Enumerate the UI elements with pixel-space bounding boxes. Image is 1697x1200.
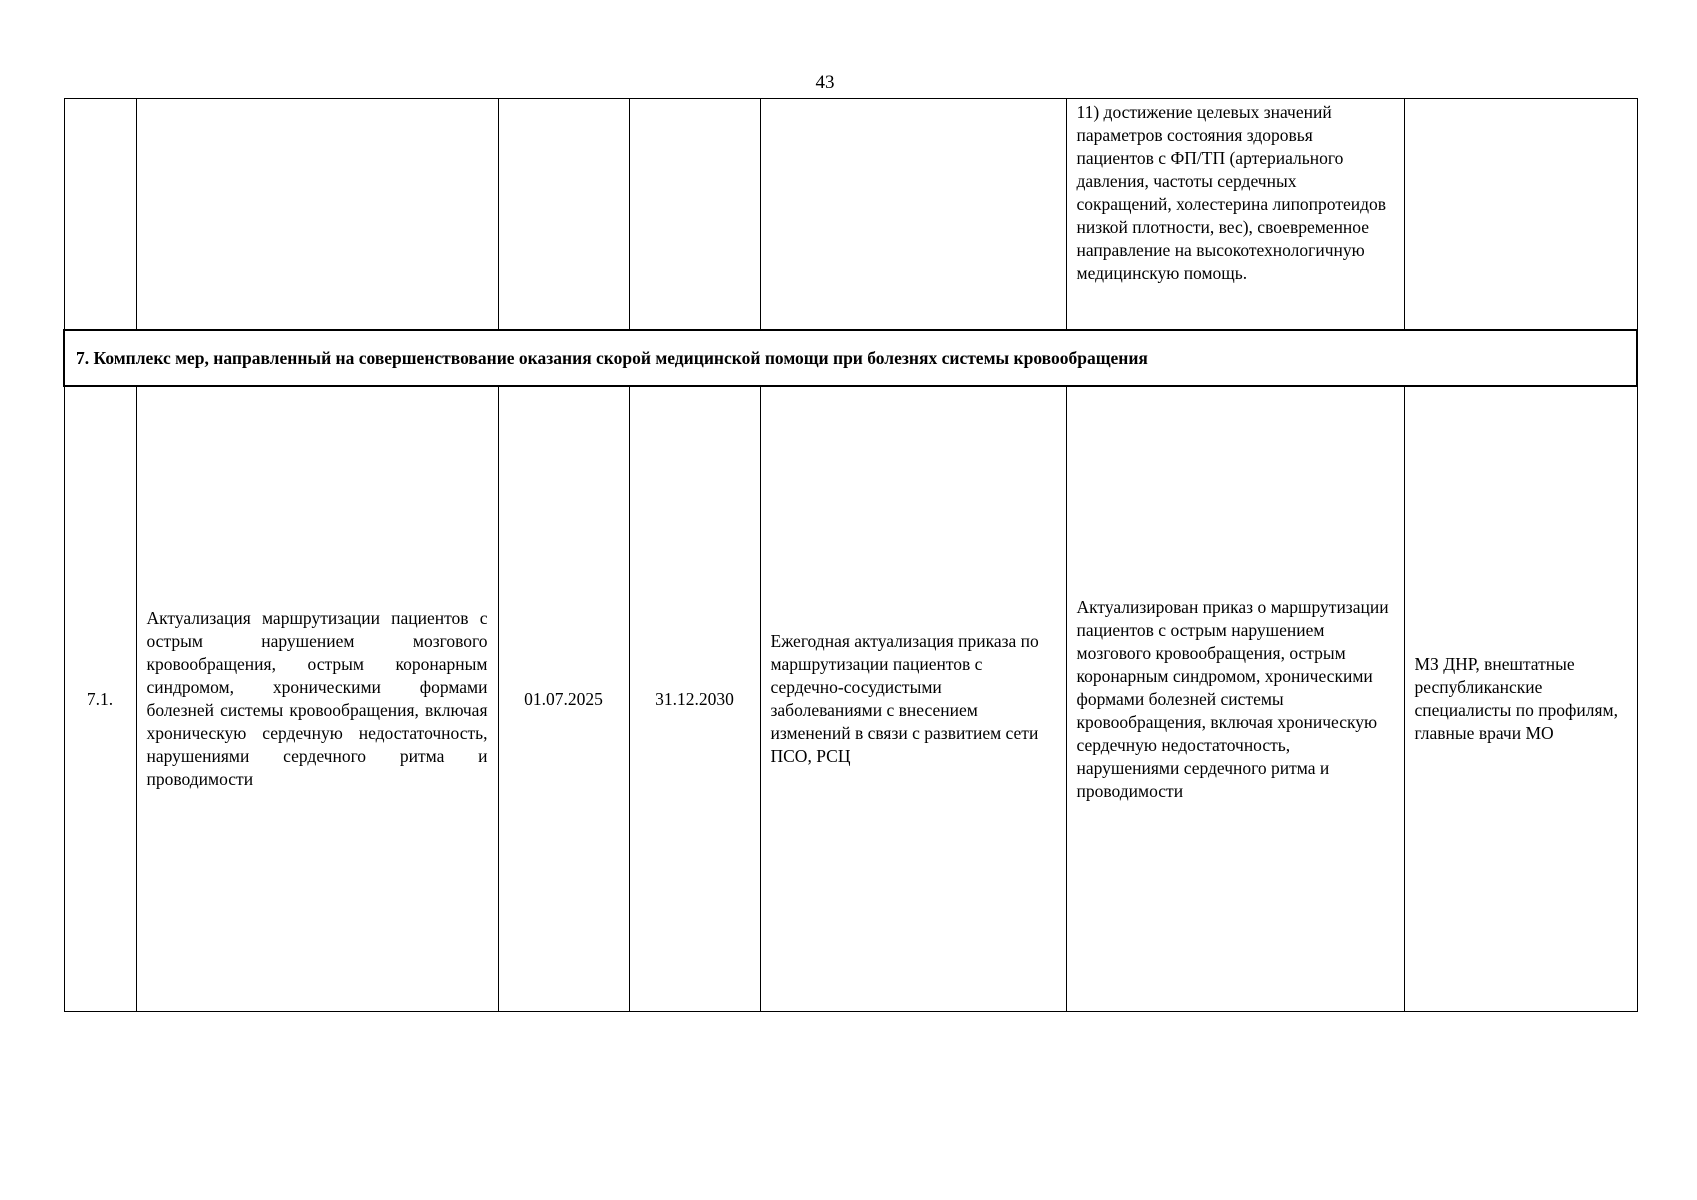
item-result: Актуализирован приказ о маршрутизации пациентов с острым нарушением мозгового кровообращения, острым коронарным синдромом, хроническими формами болезней системы кровообращения, включая хроническую сердечную недостаточность, нарушениями сердечного ритма и проводимости <box>1066 386 1404 1012</box>
item-number: 7.1. <box>64 386 136 1012</box>
item-end-date: 31.12.2030 <box>629 386 760 1012</box>
item-start-date: 01.07.2025 <box>498 386 629 1012</box>
cont-responsible-cell <box>1404 99 1637 331</box>
section-row <box>64 330 1637 386</box>
page-number: 43 <box>815 72 835 93</box>
item-name: Актуализация маршрутизации пациентов с острым нарушением мозгового кровообращения, острым коронарным синдромом, хроническими формами болезней системы кровообращения, включая хроническую сердечную недостаточность, нарушениями сердечного ритма и проводимости <box>136 386 498 1012</box>
cont-result-cell: 11) достижение целевых значений параметров состояния здоровья пациентов с ФП/ТП (артериального давления, частоты сердечных сокращений, холестерина липопротеидов низкой плотности, вес), своевременное направление на высокотехнологичную медицинскую помощь. <box>1066 99 1404 331</box>
section-title: 7. Комплекс мер, направленный на совершенствование оказания скорой медицинской помощи при болезнях системы кровообращения <box>64 330 1637 386</box>
measures-table <box>63 98 1638 1012</box>
cont-number-cell <box>64 99 136 331</box>
cont-end-cell <box>629 99 760 331</box>
item-characteristic: Ежегодная актуализация приказа по маршрутизации пациентов с сердечно-сосудистыми заболеваниями с внесением изменений в связи с развитием сети ПСО, РСЦ <box>760 386 1066 1012</box>
continuation-row <box>64 99 1637 331</box>
cont-characteristic-cell <box>760 99 1066 331</box>
item-responsible: МЗ ДНР, внештатные республиканские специалисты по профилям, главные врачи МО <box>1404 386 1637 1012</box>
cont-name-cell <box>136 99 498 331</box>
table-row <box>64 386 1637 1012</box>
cont-start-cell <box>498 99 629 331</box>
